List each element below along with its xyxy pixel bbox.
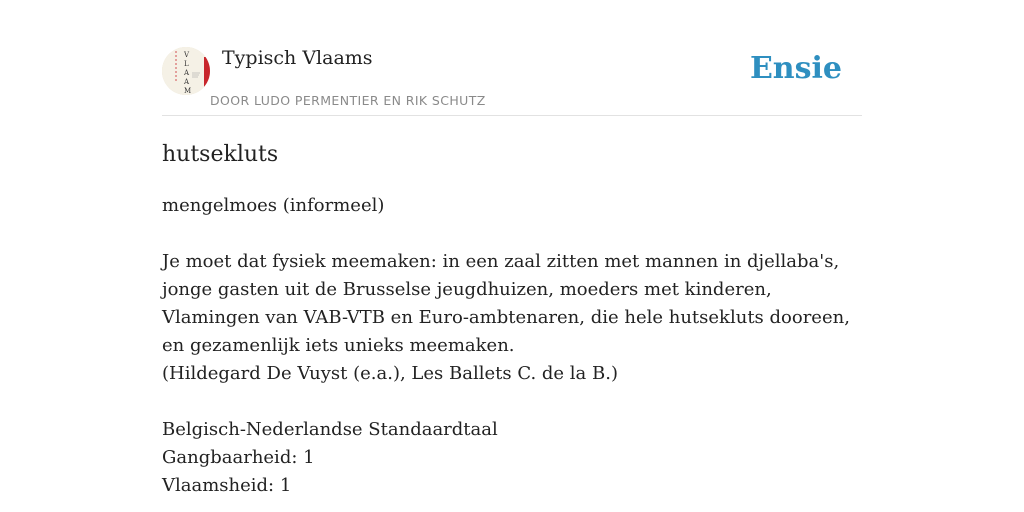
- entry-definition: mengelmoes (informeel): [162, 195, 385, 216]
- entry-gangbaarheid: Gangbaarheid: 1: [162, 447, 315, 468]
- spacer: [162, 220, 862, 248]
- entry-vlaamsheid: Vlaamsheid: 1: [162, 475, 292, 496]
- svg-text:A: A: [184, 78, 190, 86]
- svg-text:V: V: [184, 51, 190, 59]
- svg-text:A: A: [184, 69, 190, 77]
- entry-source: (Hildegard De Vuyst (e.a.), Les Ballets C. de la B.): [162, 363, 618, 384]
- svg-text:L: L: [184, 60, 189, 68]
- entry-language: Belgisch-Nederlandse Standaardtaal: [162, 419, 498, 440]
- page-container: [162, 0, 862, 512]
- blog-header: [162, 0, 862, 116]
- spacer: [162, 388, 862, 416]
- svg-text:M: M: [184, 87, 192, 95]
- book-cover-icon: [162, 47, 210, 95]
- blog-avatar[interactable]: [162, 47, 210, 95]
- entry-example: Je moet dat fysiek meemaken: in een zaal zitten met mannen in djellaba's, jonge gasten uit de Brusselse jeugdhuizen, moeders met kinderen, Vlamingen van VAB-VTB en Euro-ambtenaren, die hele hutsekluts dooreen, en gezamenlijk iets unieks meemaken.: [162, 251, 850, 356]
- entry-body: [162, 192, 862, 500]
- blog-authors: DOOR LUDO PERMENTIER EN RIK SCHUTZ: [210, 93, 486, 108]
- ensie-logo[interactable]: Ensie: [749, 51, 842, 86]
- blog-title[interactable]: Typisch Vlaams: [222, 47, 373, 69]
- entry-title: hutsekluts: [162, 142, 279, 167]
